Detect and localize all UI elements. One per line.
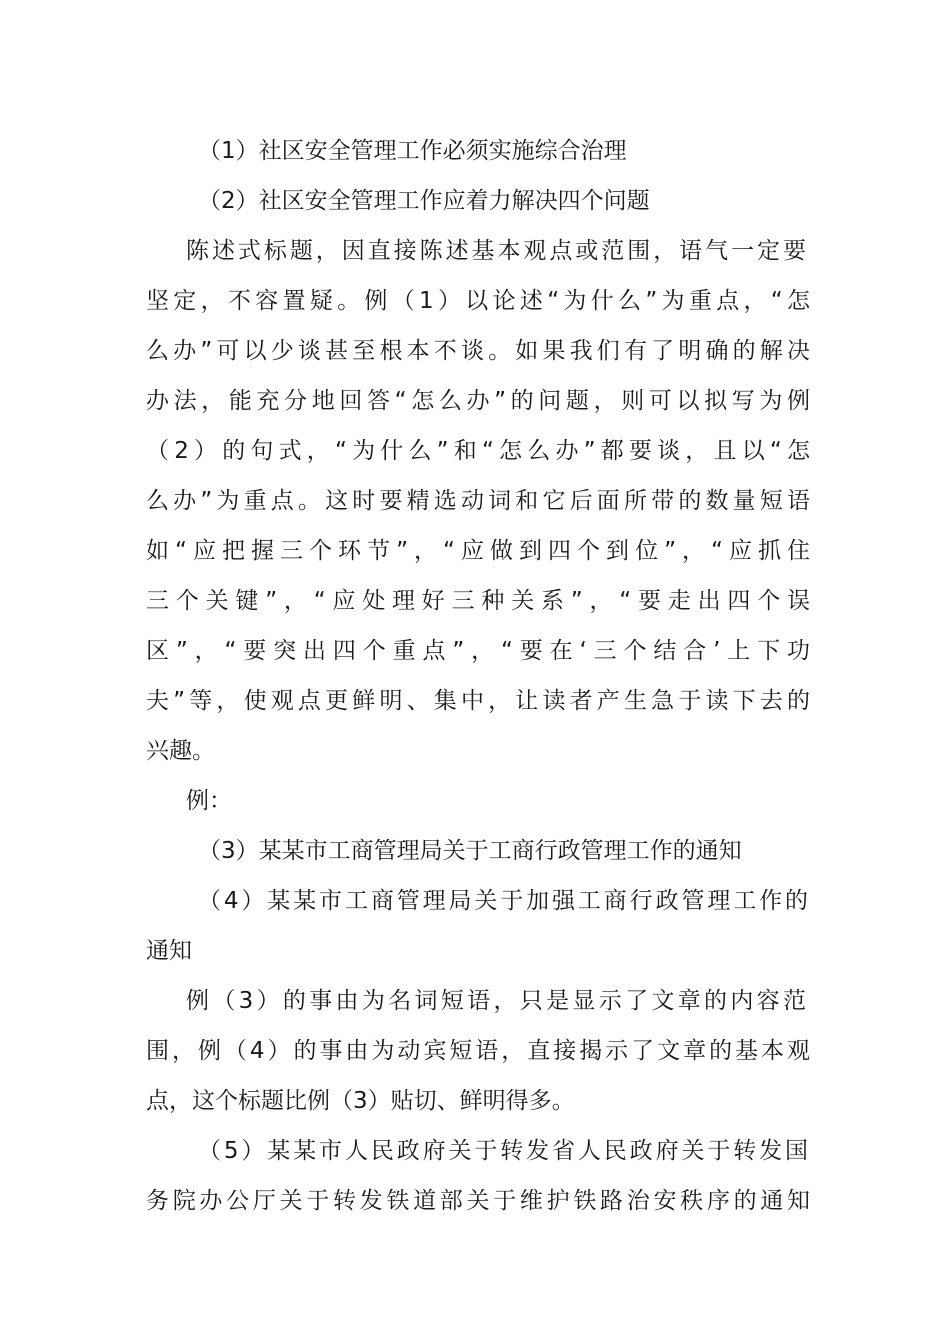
paragraph-line: 如“应把握三个环节”，“应做到四个到位”，“应抓住 bbox=[146, 538, 810, 564]
example-1-line: （1）社区安全管理工作必须实施综合治理 bbox=[198, 138, 627, 164]
paragraph-line: 陈述式标题，因直接陈述基本观点或范围，语气一定要 bbox=[186, 238, 806, 264]
example-5-line: 务院办公厅关于转发铁道部关于维护铁路治安秩序的通知 bbox=[146, 1188, 810, 1214]
analysis-line: 例（3）的事由为名词短语，只是显示了文章的内容范 bbox=[186, 988, 806, 1014]
example-heading: 例： bbox=[186, 788, 232, 814]
example-2-line: （2）社区安全管理工作应着力解决四个问题 bbox=[198, 188, 650, 214]
paragraph-line: （2）的句式，“为什么”和“怎么办”都要谈，且以“怎 bbox=[146, 438, 810, 464]
paragraph-line: 区”，“要突出四个重点”，“要在‘三个结合’上下功 bbox=[146, 638, 810, 664]
example-5-line: （5）某某市人民政府关于转发省人民政府关于转发国 bbox=[198, 1138, 808, 1164]
paragraph-line: 么办”为重点。这时要精选动词和它后面所带的数量短语 bbox=[146, 488, 810, 514]
paragraph-line: 夫”等，使观点更鲜明、集中，让读者产生急于读下去的 bbox=[146, 688, 810, 714]
paragraph-line: 兴趣。 bbox=[146, 738, 215, 764]
example-4-line: 通知 bbox=[146, 938, 192, 964]
analysis-line: 点，这个标题比例（3）贴切、鲜明得多。 bbox=[146, 1088, 575, 1114]
paragraph-line: 办法，能充分地回答“怎么办”的问题，则可以拟写为例 bbox=[146, 388, 810, 414]
analysis-line: 围，例（4）的事由为动宾短语，直接揭示了文章的基本观 bbox=[146, 1038, 810, 1064]
paragraph-line: 坚定，不容置疑。例（1）以论述“为什么”为重点，“怎 bbox=[146, 288, 810, 314]
example-4-line: （4）某某市工商管理局关于加强工商行政管理工作的 bbox=[198, 888, 808, 914]
paragraph-line: 么办”可以少谈甚至根本不谈。如果我们有了明确的解决 bbox=[146, 338, 810, 364]
example-3-line: （3）某某市工商管理局关于工商行政管理工作的通知 bbox=[198, 838, 742, 864]
paragraph-line: 三个关键”，“应处理好三种关系”，“要走出四个误 bbox=[146, 588, 810, 614]
